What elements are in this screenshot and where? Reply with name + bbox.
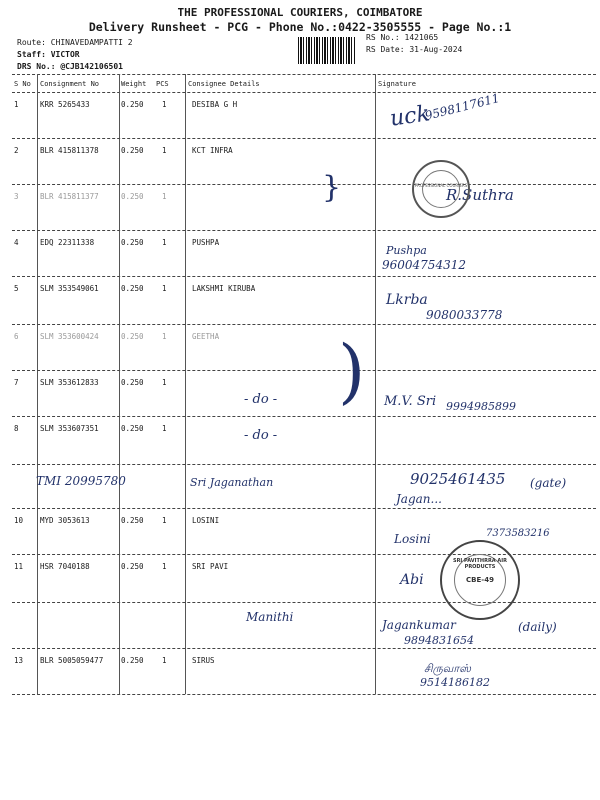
stamp-text: SRI PAVITHRRA AIR PRODUCTS — [452, 558, 507, 570]
row-consignment: EDQ 22311338 — [40, 238, 95, 247]
handwritten-signature: R.Suthra — [446, 186, 514, 204]
handwritten-brace: } — [322, 170, 342, 205]
row-rule — [12, 464, 596, 465]
row-weight: 0.250 — [121, 562, 144, 571]
row-consignee: LAKSHMI KIRUBA — [192, 284, 256, 293]
row-sno: 5 — [14, 284, 19, 293]
table-top-rule — [12, 74, 596, 75]
row-weight: 0.250 — [121, 238, 144, 247]
handwritten-phone: 9994985899 — [446, 400, 516, 413]
row-consignee: LOSINI — [192, 516, 220, 525]
stamp-text: PROFESSIONAL COURIERS — [414, 183, 468, 188]
row-rule — [12, 324, 596, 325]
handwritten-ditto: - do - — [244, 428, 278, 443]
row-weight: 0.250 — [121, 656, 144, 665]
handwritten-consignment: TMI 20995780 — [36, 474, 126, 488]
row-consignee: GEETHA — [192, 332, 220, 341]
row-rule — [12, 508, 596, 509]
row-pcs: 1 — [162, 424, 167, 433]
row-weight: 0.250 — [121, 332, 144, 341]
row-weight: 0.250 — [121, 378, 144, 387]
handwritten-signature: Jagan... — [396, 492, 442, 506]
row-consignment: KRR 5265433 — [40, 100, 90, 109]
row-sno: 2 — [14, 146, 19, 155]
handwritten-ditto: - do - — [244, 392, 278, 407]
row-sno: 4 — [14, 238, 19, 247]
row-rule — [12, 230, 596, 231]
row-consignment: HSR 7040188 — [40, 562, 90, 571]
row-consignee: SRI PAVI — [192, 562, 229, 571]
handwritten-signature: Losini — [394, 532, 431, 546]
handwritten-signature: uck — [388, 101, 432, 132]
column-divider — [375, 74, 376, 694]
column-header-pcs: PCS — [156, 80, 169, 88]
row-pcs: 1 — [162, 192, 167, 201]
rs-date: RS Date: 31-Aug-2024 — [366, 45, 463, 54]
handwritten-consignee: Sri Jaganathan — [190, 476, 274, 489]
row-rule — [12, 370, 596, 371]
row-rule — [12, 416, 596, 417]
handwritten-note: (daily) — [518, 620, 557, 634]
column-divider — [185, 74, 186, 694]
column-header-sno: S No — [14, 80, 31, 88]
row-weight: 0.250 — [121, 284, 144, 293]
rs-number: RS No.: 1421065 — [366, 33, 439, 42]
row-pcs: 1 — [162, 284, 167, 293]
row-sno: 6 — [14, 332, 19, 341]
row-sno: 7 — [14, 378, 19, 387]
handwritten-signature: Lkrba — [386, 292, 428, 308]
row-pcs: 1 — [162, 656, 167, 665]
column-header-consignee: Consignee Details — [188, 80, 260, 88]
row-pcs: 1 — [162, 516, 167, 525]
row-rule — [12, 276, 596, 277]
column-header-weight: Weight — [121, 80, 147, 88]
handwritten-signature: Jagankumar — [382, 618, 456, 632]
row-sno: 10 — [14, 516, 24, 525]
row-pcs: 1 — [162, 238, 167, 247]
handwritten-phone: 7373583216 — [486, 528, 550, 539]
row-consignment: BLR 5005059477 — [40, 656, 104, 665]
column-divider — [119, 74, 120, 694]
row-sno: 11 — [14, 562, 24, 571]
handwritten-signature: சிருவாஸ் — [424, 662, 471, 675]
row-pcs: 1 — [162, 562, 167, 571]
row-consignee: KCT INFRA — [192, 146, 233, 155]
handwritten-consignee: Manithi — [246, 610, 294, 624]
row-rule — [12, 138, 596, 139]
column-header-consignment: Consignment No — [40, 80, 100, 88]
runsheet-title: Delivery Runsheet - PCG - Phone No.:0422-3505555 - Page No.:1 — [88, 20, 512, 34]
column-header-signature: Signature — [378, 80, 416, 88]
row-pcs: 1 — [162, 146, 167, 155]
handwritten-note: (gate) — [530, 476, 567, 490]
handwritten-signature: Pushpa — [386, 244, 427, 257]
row-pcs: 1 — [162, 100, 167, 109]
stamp-center-text: CBE-49 — [466, 576, 494, 584]
handwritten-phone: 9025461435 — [410, 470, 506, 488]
company-stamp — [440, 540, 520, 620]
row-sno: 1 — [14, 100, 19, 109]
courier-stamp — [412, 160, 470, 218]
handwritten-signature: Abi — [400, 572, 424, 588]
row-consignment: BLR 415811377 — [40, 192, 99, 201]
handwritten-phone: 9894831654 — [404, 634, 474, 647]
row-rule — [12, 648, 596, 649]
row-consignment: SLM 353549061 — [40, 284, 99, 293]
row-consignee: SIRUS — [192, 656, 215, 665]
drs-number: DRS No.: @CJB142106501 — [17, 62, 123, 71]
row-consignee: DESIBA G H — [192, 100, 238, 109]
handwritten-bracket: ) — [338, 330, 366, 412]
row-sno: 13 — [14, 656, 24, 665]
handwritten-phone: 9080033778 — [426, 308, 503, 322]
table-header-rule — [12, 92, 596, 93]
row-weight: 0.250 — [121, 424, 144, 433]
row-weight: 0.250 — [121, 516, 144, 525]
row-consignment: BLR 415811378 — [40, 146, 99, 155]
table-bottom-rule — [12, 694, 596, 695]
barcode-image — [298, 37, 356, 64]
staff-label: Staff: VICTOR — [17, 50, 80, 59]
row-consignment: SLM 353600424 — [40, 332, 99, 341]
row-consignee: PUSHPA — [192, 238, 220, 247]
row-weight: 0.250 — [121, 100, 144, 109]
row-consignment: SLM 353612833 — [40, 378, 99, 387]
row-sno: 8 — [14, 424, 19, 433]
handwritten-phone: 9598117611 — [423, 90, 501, 124]
handwritten-phone: 9514186182 — [420, 676, 490, 689]
row-pcs: 1 — [162, 332, 167, 341]
row-sno: 3 — [14, 192, 19, 201]
handwritten-phone: 96004754312 — [382, 258, 466, 272]
row-weight: 0.250 — [121, 192, 144, 201]
column-divider — [37, 74, 38, 694]
row-pcs: 1 — [162, 378, 167, 387]
row-consignment: SLM 353607351 — [40, 424, 99, 433]
route-label: Route: CHINAVEDAMPATTI 2 — [17, 38, 133, 47]
row-rule — [12, 184, 596, 185]
row-consignment: MYD 3053613 — [40, 516, 90, 525]
handwritten-signature: M.V. Sri — [384, 394, 437, 409]
company-title: THE PROFESSIONAL COURIERS, COIMBATORE — [177, 6, 423, 19]
row-weight: 0.250 — [121, 146, 144, 155]
